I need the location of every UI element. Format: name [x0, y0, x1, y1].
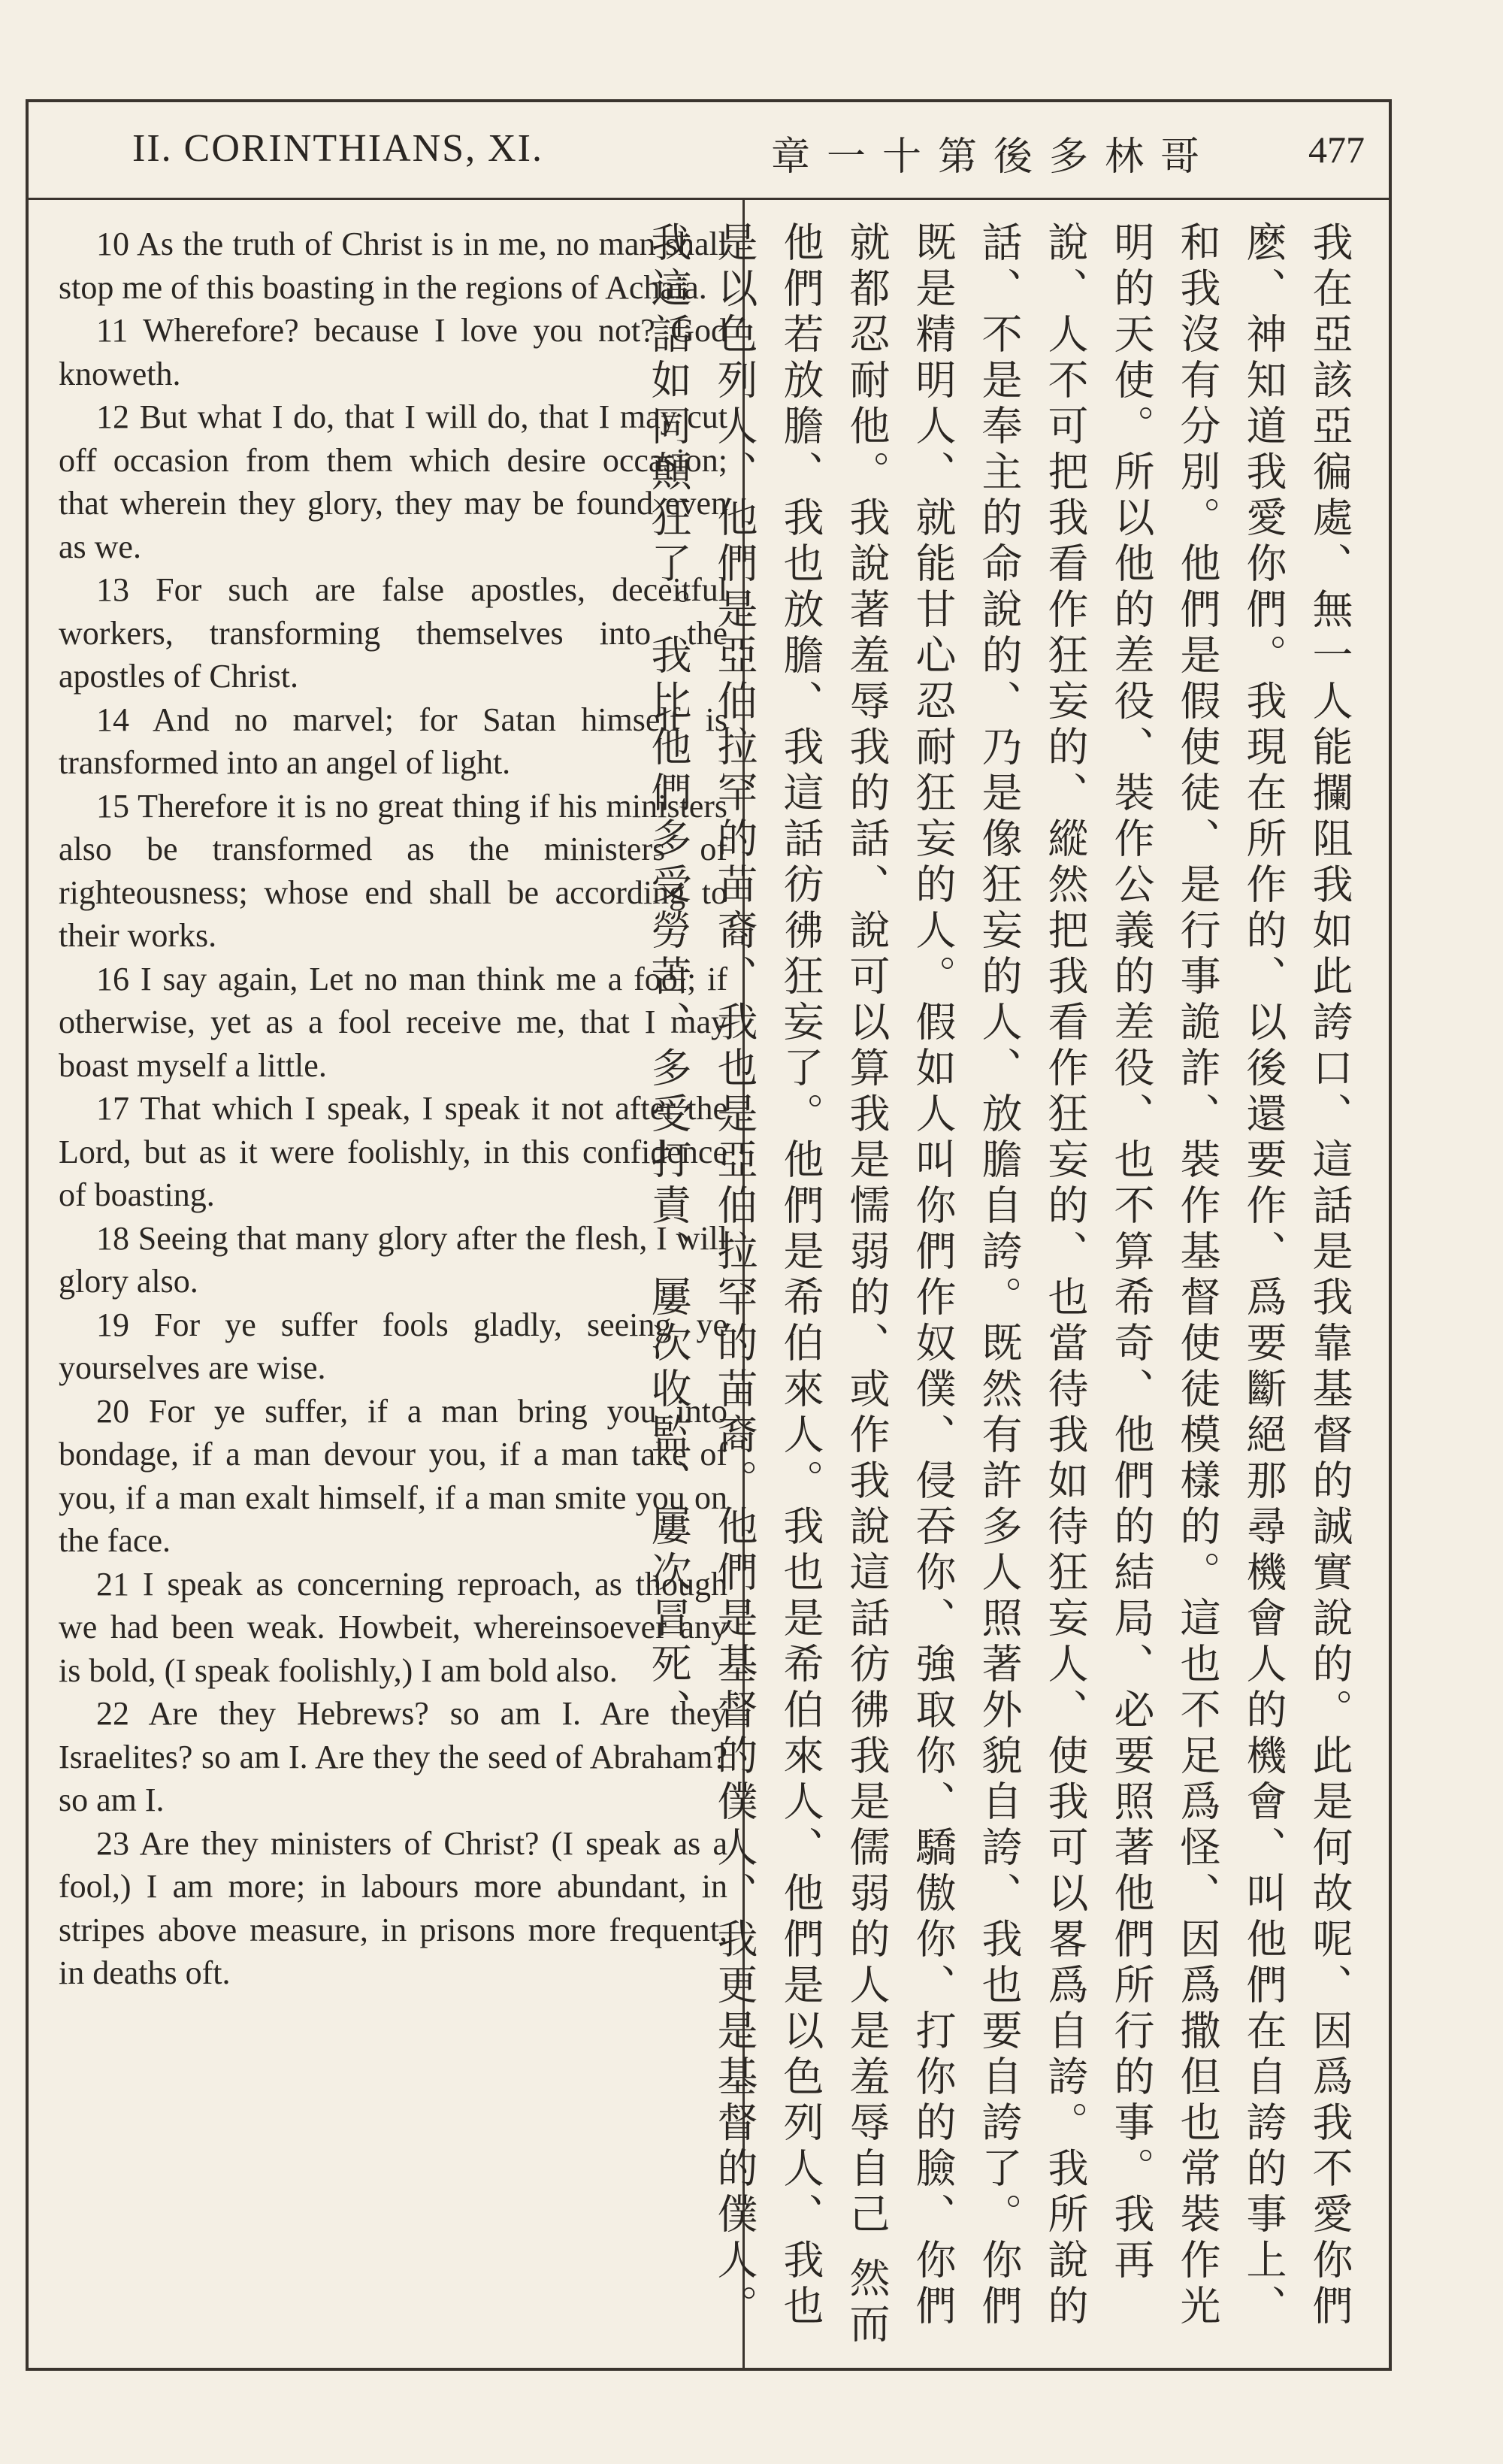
verse: 14 And no marvel; for Satan himself is transformed into an angel of light. [59, 701, 727, 781]
bible-page [26, 99, 1392, 2371]
verse: 16 I say again, Let no man think me a fool; if otherwise, yet as a fool receive me, that I may boast myself a little. [59, 960, 727, 1084]
verse: 19 For ye suffer fools gladly, seeing ye yourselves are wise. [59, 1306, 727, 1386]
chinese-column [645, 221, 1362, 2363]
page-number: 477 [1308, 129, 1365, 171]
verse: 17 That which I speak, I speak it not after the Lord, but as it were foolishly, in this confidence of boasting. [59, 1090, 727, 1213]
verse: 20 For ye suffer, if a man bring you into bondage, if a man devour you, if a man take of you, if a man exalt himself, if a man smite you on the face. [59, 1392, 727, 1559]
verse: 23 Are they ministers of Christ? (I speak as a fool,) I am more; in labours more abundant, in stripes above measure, in prisons more frequent, in deaths oft. [59, 1824, 727, 1991]
verse: 11 Wherefore? because I love you not? God knoweth. [59, 312, 727, 392]
verse: 21 I speak as concerning reproach, as though we had been weak. Howbeit, whereinsoever any is bold, (I speak foolishly,) I am bold also. [59, 1565, 727, 1689]
verse: 10 As the truth of Christ is in me, no man shall stop me of this boasting in the regions of Achaia. [59, 226, 727, 306]
page-title: II. CORINTHIANS, XI. [132, 127, 543, 170]
verse: 18 Seeing that many glory after the flesh, I will glory also. [59, 1219, 727, 1300]
verse: 15 Therefore it is no great thing if his ministers also be transformed as the ministers of righteousness; whose end shall be according to their works. [59, 787, 727, 954]
verse: 12 But what I do, that I will do, that I may cut off occasion from them which desire occasion; that wherein they glory, they may be found even as we. [59, 398, 727, 565]
english-column [59, 222, 727, 1995]
chinese-running-title: 章一十第後多林哥 [770, 135, 1216, 180]
chinese-text: 我在亞該亞徧處、無一人能攔阻我如此誇口、這話是我靠基督的誠實說的。此是何故呢、因爲我不愛你們麽、神知道我愛你們。我現在所作的、以後還要作、爲要斷絕那尋機會人的機會、叫他們在自誇的事上、和我沒有分別。他們是假使徒、是行事詭詐、裝作基督使徒模樣的。這也不足爲怪、因爲撒但也常裝作光明的天使。所以他的差役、裝作公義的差役、也不算希奇、他們的結局、必要照著他們所行的事。我再說、人不可把我看作狂妄的、縱然把我看作狂妄的、也當待我如待狂妄人、使我可以畧爲自誇。我所說的話、不是奉主的命說的、乃是像狂妄的人、放膽自誇。既然有許多人照著外貌自誇、我也要自誇了。你們既是精明人、就能甘心忍耐狂妄的人。假如人叫你們作奴僕、侵吞你、強取你、驕傲你、打你的臉、你們就都忍耐他。我說著羞辱我的話、說可以算我是懦弱的、或作我說這話彷彿我是儒弱的人是羞辱自己 然而他們若放膽、我也放膽、我這話彷彿狂妄了。他們是希伯來人。我也是希伯來人、他們是以色列人、我也是以色列人、他們是亞伯拉罕的苗裔、我也是亞伯拉罕的苗裔。他們是基督的僕人、我更是基督的僕人。我這話如同顛狂了。我比他們多受勞苦、多受打責、屢次收監、屢次冒死、 [645, 221, 1353, 2349]
page-header [29, 102, 1389, 200]
verse: 13 For such are false apostles, deceitful workers, transforming themselves into the apostles of Christ. [59, 571, 727, 695]
verse: 22 Are they Hebrews? so am I. Are they Israelites? so am I. Are they the seed of Abraham? so am I. [59, 1695, 727, 1818]
